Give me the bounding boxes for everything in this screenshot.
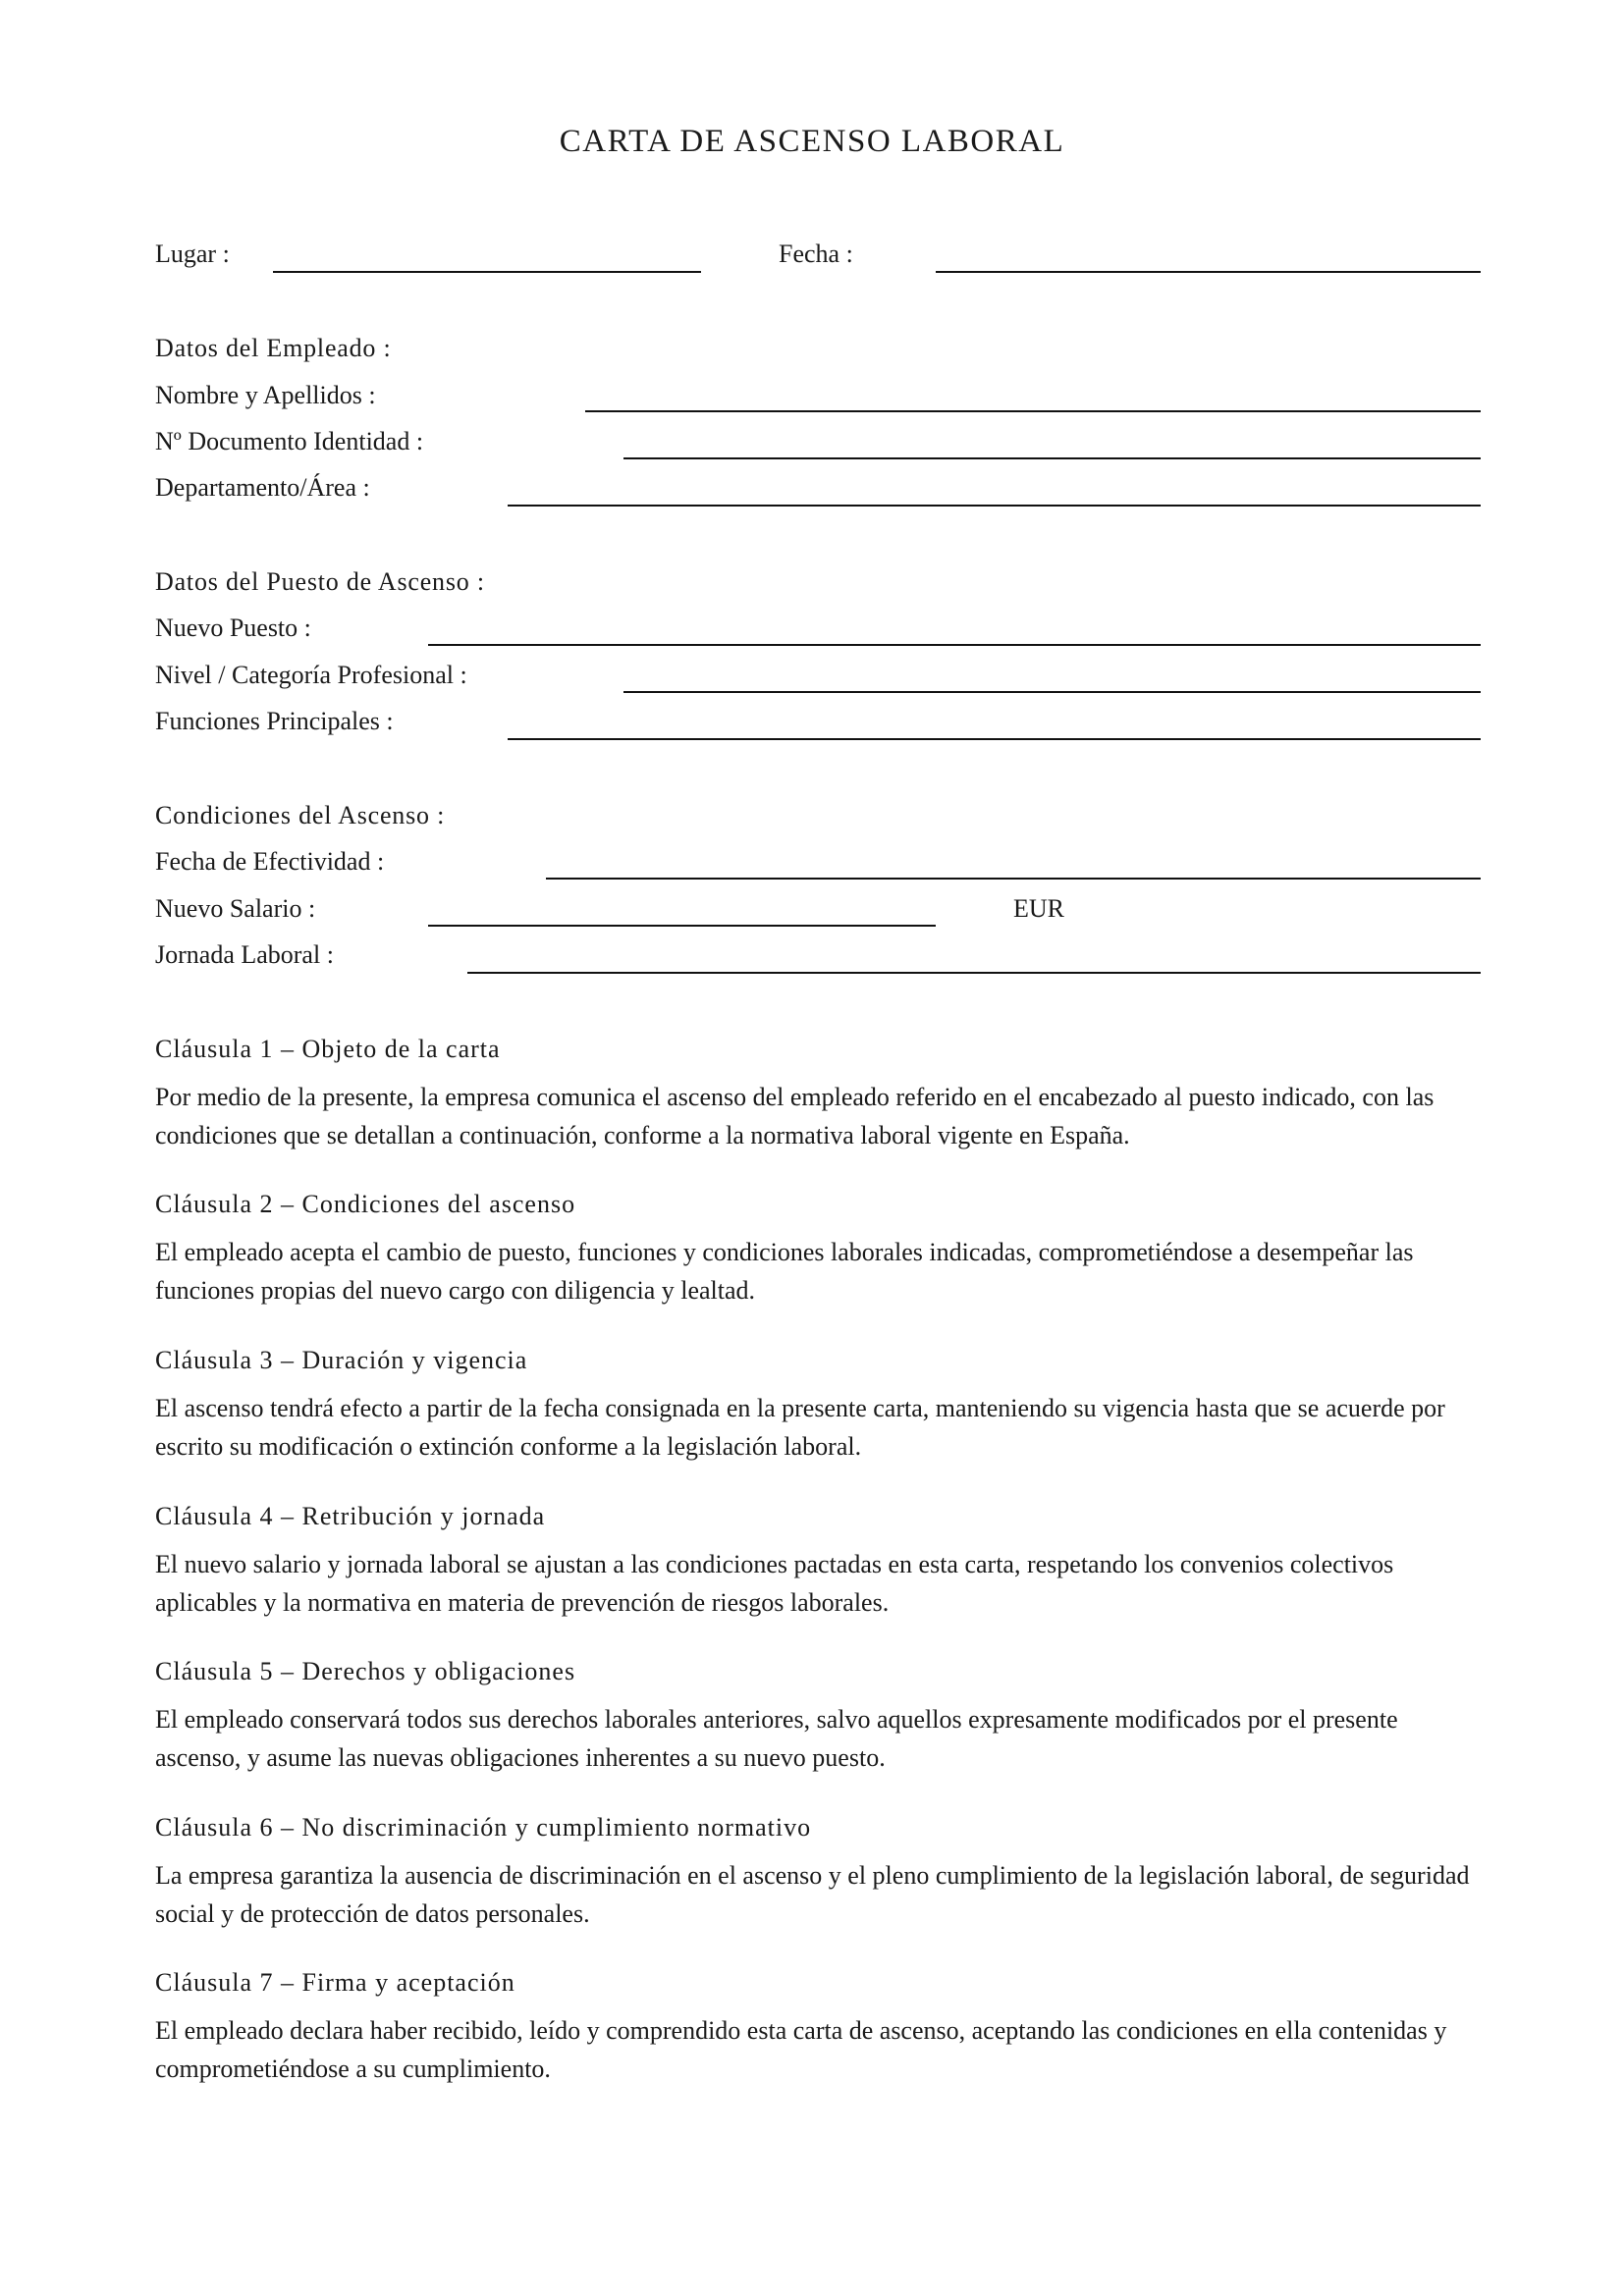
clause-title: Cláusula 5 – Derechos y obligaciones [155,1657,576,1685]
fecha-label: Fecha : [779,240,853,268]
clause-title: Cláusula 6 – No discriminación y cumplimiento normativo [155,1813,812,1842]
nombre-field[interactable] [585,410,1481,412]
clause-title: Cláusula 4 – Retribución y jornada [155,1502,546,1530]
nivel-field[interactable] [623,691,1481,693]
documento-field[interactable] [623,457,1481,459]
empleado-heading: Datos del Empleado : [155,334,392,362]
funciones-label: Funciones Principales : [155,707,394,735]
lugar-field[interactable] [273,271,701,273]
clause-text: La empresa garantiza la ausencia de discriminación en el ascenso y el pleno cumplimiento de la legislación laboral, de seguridad social y de protección de datos personales. [155,1861,1470,1928]
clause-title: Cláusula 7 – Firma y aceptación [155,1968,515,1997]
clause-text: Por medio de la presente, la empresa comunica el ascenso del empleado referido en el encabezado al puesto indicado, con las condiciones que se detallan a continuación, conforme a la normativa laboral vigente en España. [155,1083,1435,1149]
clause-text: El empleado declara haber recibido, leído y comprendido esta carta de ascenso, aceptando las condiciones en ella contenidas y comprometiéndose a su cumplimiento. [155,2016,1447,2083]
clause-title: Cláusula 3 – Duración y vigencia [155,1346,528,1374]
lugar-label: Lugar : [155,240,230,268]
clause-text: El nuevo salario y jornada laboral se ajustan a las condiciones pactadas en esta carta, respetando los convenios colectivos aplicables y la normativa en materia de prevención de riesgos laborales. [155,1550,1394,1617]
clause-text: El ascenso tendrá efecto a partir de la fecha consignada en la presente carta, manteniendo su vigencia hasta que se acuerde por escrito su modificación o extinción conforme a la legislación laboral. [155,1394,1445,1461]
jornada-field[interactable] [467,972,1481,974]
funciones-field[interactable] [508,738,1481,740]
fecha-efectividad-field[interactable] [546,878,1481,880]
nombre-label: Nombre y Apellidos : [155,381,376,409]
currency-label: EUR [1013,894,1064,923]
nuevo-puesto-field[interactable] [428,644,1481,646]
departamento-label: Departamento/Área : [155,473,370,502]
nivel-label: Nivel / Categoría Profesional : [155,661,467,689]
departamento-field[interactable] [508,505,1481,507]
clause-text: El empleado acepta el cambio de puesto, funciones y condiciones laborales indicadas, comprometiéndose a desempeñar las funciones propias del nuevo cargo con diligencia y lealtad. [155,1238,1414,1305]
nuevo-puesto-label: Nuevo Puesto : [155,614,311,642]
clause-title: Cláusula 1 – Objeto de la carta [155,1035,501,1063]
salario-field[interactable] [428,925,936,927]
jornada-label: Jornada Laboral : [155,940,334,969]
condiciones-heading: Condiciones del Ascenso : [155,801,446,829]
fecha-efectividad-label: Fecha de Efectividad : [155,847,385,876]
documento-label: Nº Documento Identidad : [155,427,424,455]
document-title: CARTA DE ASCENSO LABORAL [559,124,1065,159]
clause-title: Cláusula 2 – Condiciones del ascenso [155,1190,576,1218]
fecha-field[interactable] [936,271,1481,273]
clause-text: El empleado conservará todos sus derechos laborales anteriores, salvo aquellos expresamente modificados por el presente ascenso, y asume las nuevas obligaciones inherentes a su nuevo puesto. [155,1705,1398,1772]
salario-label: Nuevo Salario : [155,894,316,923]
puesto-heading: Datos del Puesto de Ascenso : [155,567,485,596]
